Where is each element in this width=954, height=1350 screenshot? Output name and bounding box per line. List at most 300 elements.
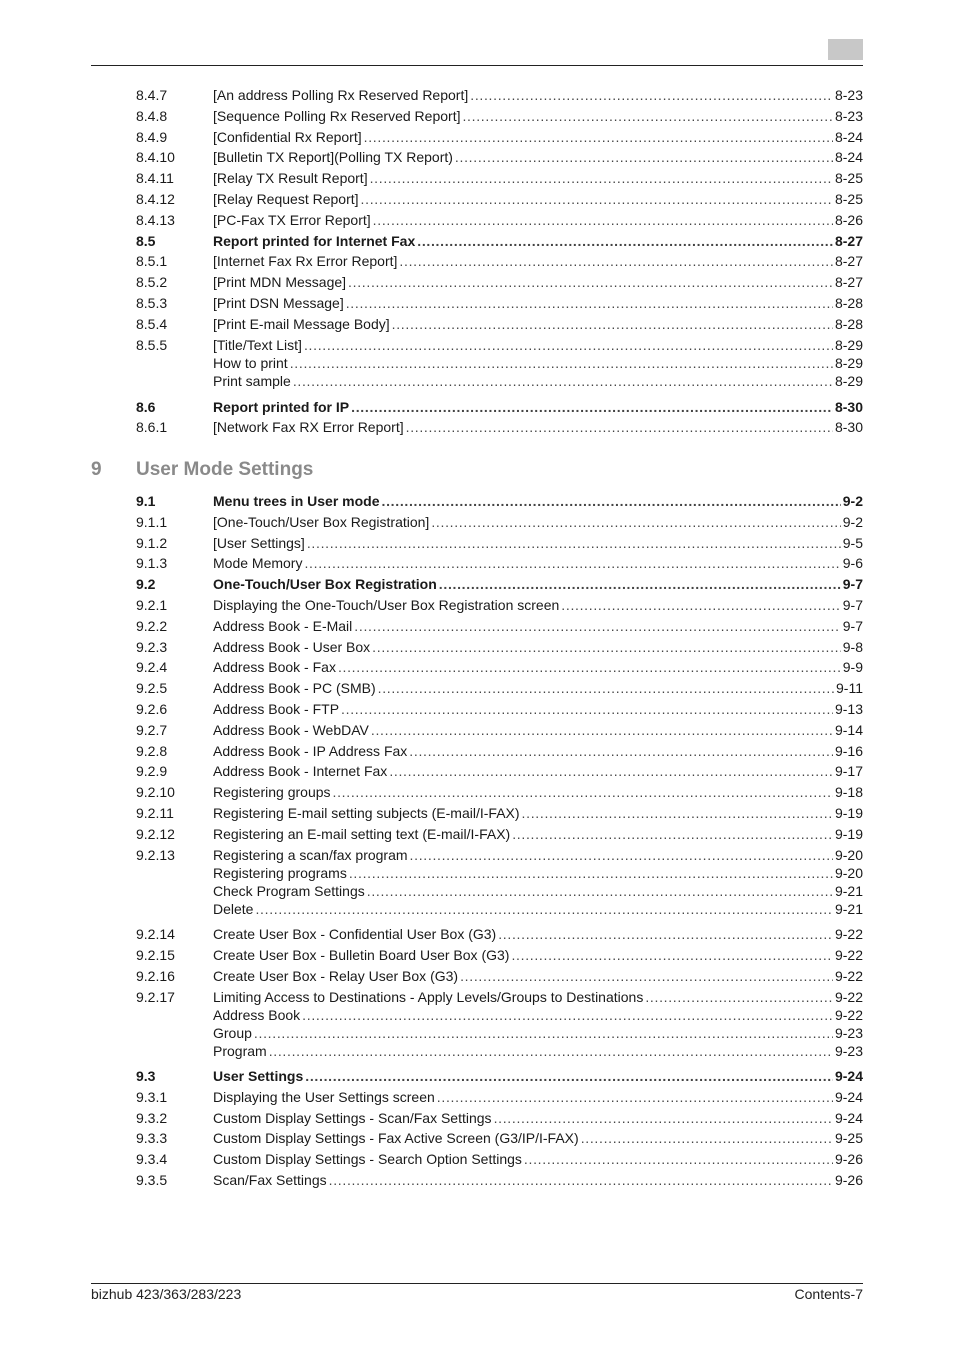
toc-entry-number: 9.3.5 (136, 1172, 168, 1189)
toc-entry-page[interactable]: 9-26 (834, 1151, 863, 1168)
toc-entry-page[interactable]: 8-27 (834, 253, 863, 270)
toc-entry[interactable] (0, 945, 954, 966)
toc-entry-title[interactable]: [Bulletin TX Report](Polling TX Report) (213, 149, 453, 166)
toc-entry-line (213, 987, 863, 1008)
toc-entry-title[interactable]: Group (213, 1024, 252, 1041)
dot-leader (431, 512, 840, 533)
toc-entry-line (213, 761, 863, 782)
toc-entry-title[interactable]: [Print MDN Message] (213, 274, 347, 291)
toc-entry-page[interactable]: 9-7 (842, 576, 863, 593)
toc-entry[interactable] (0, 1108, 954, 1129)
toc-entry-line (213, 189, 863, 210)
toc-entry-line (213, 373, 863, 391)
toc-entry[interactable] (0, 1170, 954, 1191)
toc-entry-line (213, 314, 863, 335)
dot-leader (290, 355, 833, 373)
dot-leader (439, 574, 841, 595)
toc-entry-title[interactable]: Address Book - E-Mail (213, 617, 353, 634)
dot-leader (494, 1108, 833, 1129)
toc-subentry[interactable] (0, 1025, 954, 1043)
toc-entry-line (213, 491, 863, 512)
toc-entry-line (213, 595, 863, 616)
toc-entry-title[interactable]: Address Book - IP Address Fax (213, 742, 408, 759)
toc-entry-line (213, 1128, 863, 1149)
dot-leader (354, 616, 840, 637)
dot-leader (361, 189, 833, 210)
toc-entry[interactable] (0, 720, 954, 741)
toc-entry-title[interactable]: [Relay TX Result Report] (213, 170, 368, 187)
toc-entry-line (213, 678, 863, 699)
toc-entry-number: 9.3.3 (136, 1130, 168, 1147)
toc-entry-number: 9.2.17 (136, 988, 175, 1005)
toc-entry-title[interactable]: [Sequence Polling Rx Reserved Report] (213, 107, 461, 124)
toc-entry-title[interactable]: Address Book - FTP (213, 700, 340, 717)
toc-entry[interactable] (0, 761, 954, 782)
toc-entry-page[interactable]: 8-27 (834, 274, 863, 291)
toc-entry[interactable] (0, 1128, 954, 1149)
toc-entry-line (213, 699, 863, 720)
toc-entry-title[interactable]: Address Book - User Box (213, 638, 371, 655)
toc-entry[interactable] (0, 189, 954, 210)
footer-product: bizhub 423/363/283/223 (91, 1286, 242, 1302)
toc-entry[interactable] (0, 1066, 954, 1087)
toc-entry-page[interactable]: 9-23 (834, 1024, 863, 1041)
toc-entry-number: 9.2.16 (136, 967, 175, 984)
toc-entry[interactable] (0, 272, 954, 293)
toc-entry-page[interactable]: 9-24 (834, 1088, 863, 1105)
toc-entry[interactable] (0, 987, 954, 1008)
toc-entry-number: 9.1.2 (136, 534, 168, 551)
toc-entry-line (213, 901, 863, 919)
toc-entry[interactable] (0, 210, 954, 231)
toc-entry[interactable] (0, 595, 954, 616)
dot-leader (304, 335, 833, 356)
toc-entry-number: 9.2.12 (136, 825, 175, 842)
toc-entry-line (213, 293, 863, 314)
toc-entry-page[interactable]: 8-23 (834, 87, 863, 103)
toc-entry-number: 9.3.4 (136, 1151, 168, 1168)
toc-entry-number: 9.3.1 (136, 1088, 168, 1105)
toc-entry-page[interactable]: 9-20 (834, 846, 863, 863)
toc-entry-line (213, 782, 863, 803)
footer-page-number: Contents-7 (794, 1286, 863, 1302)
toc-entry-line (213, 924, 863, 945)
toc-entry[interactable] (0, 657, 954, 678)
toc-subentry[interactable] (0, 1043, 954, 1061)
toc-entry-line (213, 845, 863, 866)
toc-entry-title[interactable]: Report printed for IP (213, 398, 350, 415)
toc-entry-title[interactable]: Displaying the One-Touch/User Box Registration screen (213, 596, 560, 613)
toc-subentry[interactable] (0, 355, 954, 373)
footer-rule (91, 1283, 863, 1284)
toc-entry-number: 9.2.2 (136, 617, 168, 634)
toc-entry-line (213, 397, 863, 418)
toc-entry-page[interactable]: 9-22 (834, 946, 863, 963)
dot-leader (378, 678, 834, 699)
toc-entry-title[interactable]: Address Book - Fax (213, 659, 336, 676)
toc-entry-line (213, 966, 863, 987)
toc-entry-title[interactable]: Check Program Settings (213, 882, 365, 899)
dot-leader (417, 231, 833, 252)
toc-entry-line (213, 553, 863, 574)
toc-entry-title[interactable]: [Title/Text List] (213, 336, 302, 353)
dot-leader (498, 924, 833, 945)
toc-entry-number: 8.5.2 (136, 274, 168, 291)
toc-entry-title[interactable]: Address Book - Internet Fax (213, 763, 388, 780)
toc-entry-number: 8.5 (136, 232, 156, 249)
toc-entry[interactable] (0, 782, 954, 803)
toc-entry-line (213, 1007, 863, 1025)
dot-leader (351, 397, 833, 418)
dot-leader (371, 720, 833, 741)
toc-entry-line (213, 741, 863, 762)
toc-entry[interactable] (0, 251, 954, 272)
toc-entry[interactable] (0, 533, 954, 554)
toc-entry-page[interactable]: 8-26 (834, 211, 863, 228)
toc-entry-title[interactable]: Scan/Fax Settings (213, 1172, 327, 1189)
toc-section-9 (0, 491, 954, 1191)
toc-entry-title[interactable]: One-Touch/User Box Registration (213, 576, 437, 593)
toc-entry[interactable] (0, 803, 954, 824)
toc-entry-page[interactable]: 9-21 (834, 882, 863, 899)
toc-entry[interactable] (0, 699, 954, 720)
toc-entry-line (213, 883, 863, 901)
header-rule (91, 65, 863, 66)
toc-entry-line (213, 1043, 863, 1061)
toc-entry[interactable] (0, 1087, 954, 1108)
toc-entry[interactable] (0, 966, 954, 987)
toc-entry-page[interactable]: 8-24 (834, 128, 863, 145)
toc-entry-title[interactable]: Print sample (213, 372, 291, 389)
toc-entry-number: 9.1.1 (136, 513, 168, 530)
toc-entry-title[interactable]: [Print DSN Message] (213, 294, 344, 311)
dot-leader (269, 1043, 833, 1061)
dot-leader (255, 901, 833, 919)
toc-entry[interactable] (0, 512, 954, 533)
toc-entry-number: 9.2.4 (136, 659, 168, 676)
toc-entry-number: 8.4.8 (136, 107, 168, 124)
toc-entry-title[interactable]: Limiting Access to Destinations - Apply Levels/Groups to Destinations (213, 988, 644, 1005)
toc-entry-page[interactable]: 8-29 (834, 355, 863, 372)
toc-entry-page[interactable]: 9-22 (834, 988, 863, 1005)
toc-entry-number: 9.2.15 (136, 946, 175, 963)
toc-entry-title[interactable]: [Confidential Rx Report] (213, 128, 362, 145)
toc-entry-page[interactable]: 9-17 (834, 763, 863, 780)
toc-entry-number: 8.5.5 (136, 336, 168, 353)
toc-entry-number: 8.6.1 (136, 419, 168, 436)
toc-entry-number: 8.4.9 (136, 128, 168, 145)
toc-entry-line (213, 657, 863, 678)
dot-leader (302, 1007, 833, 1025)
toc-entry[interactable] (0, 637, 954, 658)
toc-entry-title[interactable]: Address Book - PC (SMB) (213, 680, 376, 697)
dot-leader (522, 803, 833, 824)
dot-leader (372, 637, 841, 658)
toc-entry[interactable] (0, 553, 954, 574)
dot-leader (338, 657, 841, 678)
toc-entry-line (213, 945, 863, 966)
toc-entry-title[interactable]: [PC-Fax TX Error Report] (213, 211, 371, 228)
toc-entry-number: 9.1 (136, 493, 156, 509)
toc-entry-number: 9.2.7 (136, 721, 168, 738)
toc-entry-title[interactable]: Program (213, 1042, 267, 1059)
toc-subentry[interactable] (0, 373, 954, 391)
toc-entry[interactable] (0, 85, 954, 106)
dot-leader (406, 417, 833, 438)
toc-entry-line (213, 355, 863, 373)
toc-entry-line (213, 720, 863, 741)
dot-leader (370, 168, 833, 189)
toc-entry-number: 9.2.8 (136, 742, 168, 759)
toc-entry-page[interactable]: 9-2 (842, 513, 863, 530)
toc-entry-page[interactable]: 8-29 (834, 372, 863, 389)
toc-entry[interactable] (0, 574, 954, 595)
toc-entry-title[interactable]: Create User Box - Confidential User Box (G3) (213, 926, 497, 943)
toc-entry-number: 9.2.14 (136, 926, 175, 943)
toc-entry-line (213, 512, 863, 533)
toc-entry-page[interactable]: 9-26 (834, 1172, 863, 1189)
dot-leader (305, 1066, 833, 1087)
toc-entry-number: 9.3.2 (136, 1109, 168, 1126)
toc-entry-number: 9.2.3 (136, 638, 168, 655)
toc-entry-line (213, 1025, 863, 1043)
dot-leader (512, 824, 833, 845)
toc-entry-line (213, 1149, 863, 1170)
dot-leader (346, 293, 833, 314)
toc-entry-title[interactable]: Mode Memory (213, 555, 303, 572)
toc-entry-line (213, 106, 863, 127)
toc-subentry[interactable] (0, 883, 954, 901)
toc-entry-title[interactable]: Registering a scan/fax program (213, 846, 408, 863)
toc-entry-page[interactable]: 8-25 (834, 190, 863, 207)
toc-entry-page[interactable]: 9-24 (834, 1109, 863, 1126)
toc-entry-line (213, 335, 863, 356)
toc-entry-page[interactable]: 9-23 (834, 1042, 863, 1059)
toc-entry-line (213, 824, 863, 845)
toc-entry-page[interactable]: 8-29 (834, 336, 863, 353)
toc-entry-title[interactable]: Create User Box - Bulletin Board User Box (G3) (213, 946, 510, 963)
toc-entry-line (213, 210, 863, 231)
toc-entry-line (213, 1108, 863, 1129)
toc-subentry[interactable] (0, 1007, 954, 1025)
toc-entry-page[interactable]: 8-27 (834, 232, 863, 249)
header-corner-tab (828, 39, 863, 60)
toc-entry-number: 8.4.7 (136, 87, 168, 103)
toc-entry-number: 8.5.1 (136, 253, 168, 270)
toc-entry-page[interactable]: 9-16 (834, 742, 863, 759)
toc-entry-page[interactable]: 8-28 (834, 315, 863, 332)
toc-entry[interactable] (0, 616, 954, 637)
dot-leader (455, 147, 833, 168)
toc-entry-title[interactable]: User Settings (213, 1068, 304, 1085)
toc-entry-line (213, 616, 863, 637)
toc-entry-number: 9.2.1 (136, 596, 168, 613)
toc-subentry[interactable] (0, 865, 954, 883)
toc-entry-title[interactable]: Create User Box - Relay User Box (G3) (213, 967, 459, 984)
toc-entry[interactable] (0, 106, 954, 127)
toc-entry-title[interactable]: [Relay Request Report] (213, 190, 359, 207)
toc-entry-line (213, 574, 863, 595)
toc-entry[interactable] (0, 147, 954, 168)
toc-entry-line (213, 127, 863, 148)
toc-entry-title[interactable]: [One-Touch/User Box Registration] (213, 513, 430, 530)
toc-entry-title[interactable]: Address Book - WebDAV (213, 721, 369, 738)
toc-entry-number: 9.2 (136, 576, 156, 593)
dot-leader (470, 85, 833, 106)
toc-entry-number: 9.2.10 (136, 784, 175, 801)
dot-leader (561, 595, 840, 616)
toc-entry[interactable] (0, 397, 954, 418)
toc-entry-line (213, 533, 863, 554)
toc-entry[interactable] (0, 314, 954, 335)
dot-leader (409, 741, 833, 762)
toc-entry[interactable] (0, 741, 954, 762)
toc-entry[interactable] (0, 417, 954, 438)
dot-leader (437, 1087, 833, 1108)
toc-entry[interactable] (0, 1149, 954, 1170)
toc-entry-page[interactable]: 9-9 (842, 659, 863, 676)
toc-entry[interactable] (0, 824, 954, 845)
dot-leader (349, 865, 833, 883)
toc-entry-number: 9.1.3 (136, 555, 168, 572)
dot-leader (373, 210, 833, 231)
toc-entry-title[interactable]: [User Settings] (213, 534, 305, 551)
dot-leader (382, 491, 841, 512)
dot-leader (367, 883, 833, 901)
toc-entry-title[interactable]: Displaying the User Settings screen (213, 1088, 435, 1105)
toc-entry-page[interactable]: 9-11 (836, 680, 863, 697)
toc-entry[interactable] (0, 678, 954, 699)
toc-entry-title[interactable]: [Internet Fax Rx Error Report] (213, 253, 398, 270)
toc-entry-title[interactable]: Registering programs (213, 865, 347, 882)
toc-entry-line (213, 1170, 863, 1191)
dot-leader (511, 945, 833, 966)
dot-leader (392, 314, 833, 335)
dot-leader (307, 533, 841, 554)
toc-entry-title[interactable]: Registering an E-mail setting text (E-mail/I-FAX) (213, 825, 511, 842)
toc-entry-title[interactable]: Custom Display Settings - Scan/Fax Settings (213, 1109, 492, 1126)
toc-entry-page[interactable]: 8-24 (834, 149, 863, 166)
toc-entry-line (213, 865, 863, 883)
toc-entry-line (213, 251, 863, 272)
toc-entry-number: 8.6 (136, 398, 156, 415)
toc-entry-page[interactable]: 9-18 (834, 784, 863, 801)
toc-entry-number: 8.4.13 (136, 211, 175, 228)
toc-entry-title[interactable]: Report printed for Internet Fax (213, 232, 416, 249)
toc-entry-number: 8.5.4 (136, 315, 168, 332)
toc-entry-page[interactable]: 9-22 (834, 926, 863, 943)
toc-entry-page[interactable]: 8-30 (834, 419, 863, 436)
toc-entry-line (213, 803, 863, 824)
toc-entry-page[interactable]: 9-25 (834, 1130, 863, 1147)
dot-leader (399, 251, 833, 272)
toc-entry-line (213, 168, 863, 189)
toc-entry-number: 9.2.13 (136, 846, 175, 863)
dot-leader (645, 987, 833, 1008)
toc-entry-line (213, 231, 863, 252)
toc-entry-page[interactable]: 9-14 (834, 721, 863, 738)
toc-entry-page[interactable]: 8-23 (834, 107, 863, 124)
toc-entry-page[interactable]: 9-6 (842, 555, 863, 572)
toc-entry-number: 9.2.6 (136, 700, 168, 717)
dot-leader (581, 1128, 833, 1149)
toc-entry-page[interactable]: 9-2 (842, 493, 863, 509)
toc-entry-page[interactable]: 8-30 (834, 398, 863, 415)
toc-entry-page[interactable]: 9-5 (842, 534, 863, 551)
dot-leader (254, 1025, 833, 1043)
dot-leader (293, 373, 833, 391)
toc-entry-title[interactable]: Custom Display Settings - Fax Active Screen (G3/IP/I-FAX) (213, 1130, 579, 1147)
toc-entry-page[interactable]: 9-22 (834, 1007, 863, 1024)
toc-entry-title[interactable]: Delete (213, 900, 254, 917)
toc-entry-page[interactable]: 8-28 (834, 294, 863, 311)
toc-entry-title[interactable]: [Print E-mail Message Body] (213, 315, 390, 332)
toc-entry[interactable] (0, 231, 954, 252)
toc-entry-line (213, 1066, 863, 1087)
toc-entry-title[interactable]: [Network Fax RX Error Report] (213, 419, 404, 436)
toc-entry[interactable] (0, 127, 954, 148)
dot-leader (410, 845, 833, 866)
toc-entry-title[interactable]: Custom Display Settings - Search Option Settings (213, 1151, 522, 1168)
dot-leader (364, 127, 833, 148)
toc-entry-page[interactable]: 9-24 (834, 1068, 863, 1085)
toc-entry[interactable] (0, 335, 954, 356)
toc-entry-page[interactable]: 9-19 (834, 825, 863, 842)
toc-entry[interactable] (0, 845, 954, 866)
toc-entry-line (213, 1087, 863, 1108)
chapter-number: 9 (91, 459, 102, 480)
toc-entry-page[interactable]: 8-25 (834, 170, 863, 187)
dot-leader (389, 761, 833, 782)
toc-entry-title[interactable]: [An address Polling Rx Reserved Report] (213, 87, 469, 103)
toc-entry[interactable] (0, 293, 954, 314)
toc-entry-number: 9.3 (136, 1068, 156, 1085)
toc-entry-line (213, 147, 863, 168)
toc-entry-title[interactable]: Registering E-mail setting subjects (E-mail/I-FAX) (213, 804, 520, 821)
toc-entry-number: 8.4.12 (136, 190, 175, 207)
toc-subentry[interactable] (0, 901, 954, 919)
toc-entry-page[interactable]: 9-22 (834, 967, 863, 984)
toc-entry-page[interactable]: 9-7 (842, 596, 863, 613)
toc-entry-number: 9.2.11 (136, 804, 174, 821)
toc-entry-page[interactable]: 9-7 (842, 617, 863, 634)
dot-leader (348, 272, 833, 293)
toc-entry-number: 8.5.3 (136, 294, 168, 311)
toc-entry-line (213, 417, 863, 438)
dot-leader (341, 699, 833, 720)
dot-leader (460, 966, 833, 987)
toc-entry-page[interactable]: 9-13 (834, 700, 863, 717)
toc-entry-line (213, 637, 863, 658)
toc-entry-page[interactable]: 9-20 (834, 865, 863, 882)
dot-leader (462, 106, 833, 127)
toc-entry-number: 9.2.5 (136, 680, 168, 697)
toc-entry-page[interactable]: 9-19 (834, 804, 863, 821)
toc-entry-title[interactable]: Menu trees in User mode (213, 493, 380, 509)
toc-entry-title[interactable]: Registering groups (213, 784, 331, 801)
toc-entry[interactable] (0, 168, 954, 189)
toc-entry[interactable] (0, 924, 954, 945)
chapter-title[interactable]: User Mode Settings (136, 459, 314, 480)
toc-entry-line (213, 272, 863, 293)
toc-entry-page[interactable]: 9-21 (834, 900, 863, 917)
toc-entry-title[interactable]: How to print (213, 355, 288, 372)
dot-leader (304, 553, 840, 574)
dot-leader (329, 1170, 833, 1191)
toc-entry[interactable] (0, 491, 954, 512)
toc-entry-title[interactable]: Address Book (213, 1007, 301, 1024)
toc-entry-page[interactable]: 9-8 (842, 638, 863, 655)
